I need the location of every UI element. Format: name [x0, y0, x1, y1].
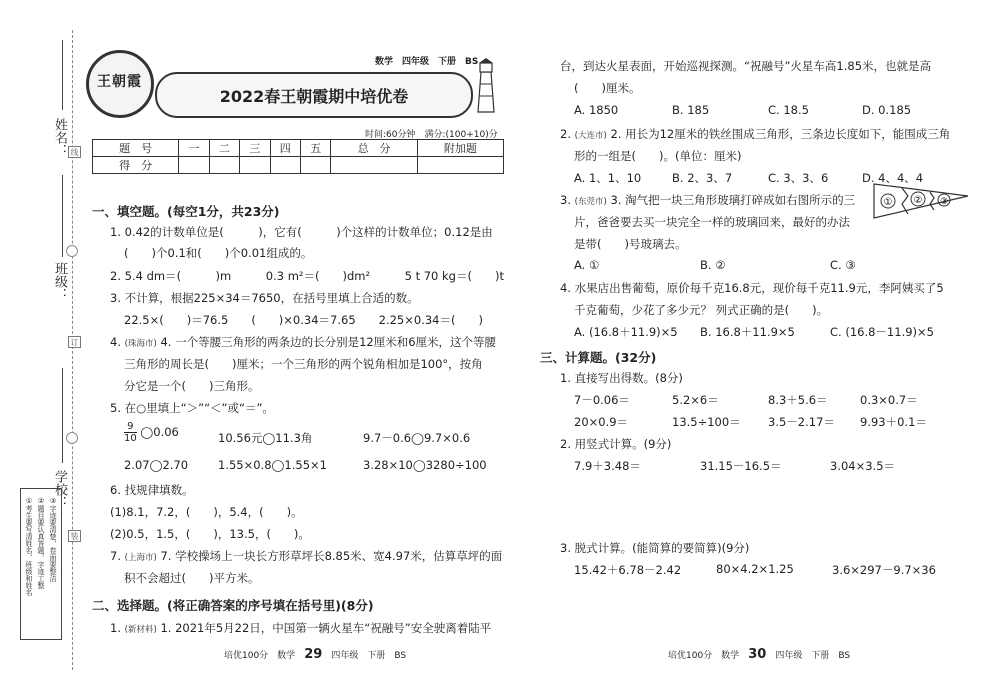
option-b: B. 2、3、7	[672, 171, 733, 185]
question-body: 1. 2021年5月22日，中国第一辆火星车“祝融号”安全驶离着陆平	[160, 621, 492, 635]
region-tag: (新材料)	[124, 625, 157, 635]
question-text: 形的一组是( )。(单位：厘米)	[574, 149, 742, 163]
option-a: A. 1、1、10	[574, 171, 642, 185]
punch-hole	[66, 432, 78, 444]
flag-label: ①	[883, 197, 893, 208]
question-text: 4. 水果店出售葡萄，原价每千克16.8元，现价每千克11.9元，李阿姨买了5	[560, 281, 944, 295]
lighthouse-icon	[472, 58, 500, 114]
option-c: C. 18.5	[768, 103, 809, 117]
score-input-cell[interactable]	[417, 157, 503, 174]
table-cell: 二	[209, 140, 239, 157]
calc-item: 0.3×0.7＝	[860, 393, 918, 407]
option-a: A. (16.8＋11.9)×5	[574, 325, 678, 339]
compare-item: 2.07◯2.70	[124, 458, 189, 472]
question-text: 千克葡萄，少花了多少元？ 列式正确的是( )。	[574, 303, 829, 317]
option-d: D. 4、4、4	[862, 171, 924, 185]
footer-text: 四年级 下册 BS	[775, 651, 851, 661]
page-number: 29	[304, 647, 323, 662]
cut-line	[72, 30, 73, 670]
table-cell: 题 号	[93, 140, 179, 157]
question-text: (1)8.1，7.2，( )，5.4，( )。	[110, 505, 303, 519]
question-text	[110, 548, 502, 564]
option-c: C. ③	[830, 258, 856, 272]
class-line	[62, 175, 63, 257]
cut-mark: 订	[70, 338, 79, 346]
exam-rules	[20, 488, 62, 640]
page-footer	[668, 647, 850, 662]
punch-hole	[66, 245, 78, 257]
rule-item: ①考生要写清姓名、班级和姓名	[25, 497, 33, 596]
calc-item: 31.15－16.5＝	[700, 459, 782, 473]
table-cell: 附加题	[417, 140, 503, 157]
table-cell: 五	[301, 140, 331, 157]
question-text: ( )个0.1和( )个0.01组成的。	[124, 246, 313, 260]
section-heading: 一、填空题。(每空1分，共23分)	[92, 204, 280, 219]
question-text: 6. 找规律填数。	[110, 483, 194, 497]
question-body: 4. 一个等腰三角形的两条边的长分别是12厘米和6厘米，这个等腰	[160, 335, 497, 349]
school-line	[62, 368, 63, 463]
score-input-cell[interactable]	[240, 157, 270, 174]
title-banner	[155, 72, 473, 118]
question-text: 是带( )号玻璃去。	[574, 237, 687, 251]
calc-item: 9.93＋0.1＝	[860, 415, 927, 429]
calc-item: 20×0.9＝	[574, 415, 629, 429]
table-row	[93, 140, 504, 157]
rule-item: ③字迹要清楚，卷面要整洁	[49, 497, 57, 582]
page-title: 2022春王朝霞期中培优卷	[219, 87, 409, 106]
question-text: 3. 不计算，根据225×34＝7650，在括号里填上合适的数。	[110, 291, 419, 305]
score-input-cell[interactable]	[331, 157, 417, 174]
question-text: 三角形的周长是( )厘米；一个三角形的两个锐角相加是100°，按角	[124, 357, 483, 371]
numerator: 9	[124, 421, 137, 433]
compare-item: 10.56元◯11.3角	[218, 431, 313, 445]
cut-mark: 线	[70, 148, 79, 156]
flag-label: ②	[913, 195, 923, 206]
option-a: A. 1850	[574, 103, 619, 117]
table-cell: 一	[179, 140, 209, 157]
calc-item: 80×4.2×1.25	[716, 562, 794, 576]
question-text: 分它是一个( )三角形。	[124, 379, 260, 393]
flag-label: ③	[939, 197, 949, 207]
compare-item: 1.55×0.8◯1.55×1	[218, 458, 327, 472]
question-text	[110, 334, 496, 350]
footer-text: 四年级 下册 BS	[331, 651, 407, 661]
option-b: B. ②	[700, 258, 726, 272]
question-text: 22.5×( )＝76.5 ( )×0.34＝7.65 2.25×0.34＝( )	[124, 313, 483, 327]
section-heading: 三、计算题。(32分)	[540, 350, 657, 365]
question-text: 片，爸爸要去买一块完全一样的玻璃回来，最好的办法	[574, 215, 850, 229]
school-label: 学校：	[52, 470, 67, 509]
page-number: 30	[748, 647, 767, 662]
option-a: A. ①	[574, 258, 600, 272]
question-number-prefix: 7.	[110, 549, 121, 563]
question-text: 5. 在○里填上“＞”“＜”或“＝”。	[110, 401, 274, 415]
region-tag: (大连市)	[574, 131, 607, 141]
option-b: B. 185	[672, 103, 710, 117]
rule-item: ②题目要认真答题，字迹工整	[37, 497, 45, 589]
question-text: 2. 用竖式计算。(9分)	[560, 437, 672, 451]
question-text: 2. 5.4 dm＝( )m 0.3 m²＝( )dm² 5 t 70 kg＝( )t	[110, 269, 504, 283]
table-cell: 得 分	[93, 157, 179, 174]
option-b: B. 16.8＋11.9×5	[700, 325, 795, 339]
question-text: ( )厘米。	[574, 81, 641, 95]
calc-item: 7－0.06＝	[574, 393, 630, 407]
score-input-cell[interactable]	[179, 157, 209, 174]
score-input-cell[interactable]	[209, 157, 239, 174]
footer-text: 培优100分 数学	[224, 651, 296, 661]
name-label: 姓名：	[52, 118, 67, 157]
score-input-cell[interactable]	[270, 157, 300, 174]
class-label: 班级：	[52, 262, 67, 301]
question-text	[560, 192, 855, 208]
question-text: 积不会超过( )平方米。	[124, 571, 260, 585]
table-cell: 四	[270, 140, 300, 157]
compare-item: 3.28×10◯3280÷100	[363, 458, 487, 472]
question-body: 3. 淘气把一块三角形玻璃打碎成如右图所示的三	[610, 193, 856, 207]
table-cell: 三	[240, 140, 270, 157]
question-number-prefix: 4.	[110, 335, 121, 349]
question-text: 1. 直接写出得数。(8分)	[560, 371, 683, 385]
option-c: C. 3、3、6	[768, 171, 829, 185]
question-text: (2)0.5，1.5，( )，13.5，( )。	[110, 527, 310, 541]
footer-text: 培优100分 数学	[668, 651, 740, 661]
option-c: C. (16.8－11.9)×5	[830, 325, 934, 339]
time-info: 时间:60分钟 满分:(100+10)分	[365, 130, 498, 140]
region-tag: (珠海市)	[124, 339, 157, 349]
question-body: 7. 学校操场上一块长方形草坪长8.85米、宽4.97米，估算草坪的面	[160, 549, 503, 563]
page-footer	[224, 647, 406, 662]
question-body: 2. 用长为12厘米的铁丝围成三角形，三条边长度如下，能围成三角	[610, 127, 951, 141]
calc-item: 3.5－2.17＝	[768, 415, 835, 429]
question-text: 1. 0.42的计数单位是( )，它有( )个这样的计数单位；0.12是由	[110, 225, 493, 239]
calc-item: 3.04×3.5＝	[830, 459, 896, 473]
question-text: 3. 脱式计算。(能简算的要简算)(9分)	[560, 541, 750, 555]
option-d: D. 0.185	[862, 103, 912, 117]
score-input-cell[interactable]	[301, 157, 331, 174]
question-number-prefix: 1.	[110, 621, 121, 635]
calc-item: 3.6×297－9.7×36	[832, 563, 936, 577]
denominator: 10	[124, 433, 137, 444]
question-number-prefix: 2.	[560, 127, 571, 141]
compare-item	[124, 421, 179, 444]
broken-glass-figure	[872, 182, 970, 220]
question-text: 台，到达火星表面，开始巡视探测。“祝融号”火星车高1.85米，也就是高	[560, 59, 932, 73]
section-heading: 二、选择题。(将正确答案的序号填在括号里)(8分)	[92, 598, 374, 613]
calc-item: 5.2×6＝	[672, 393, 719, 407]
calc-item: 13.5÷100＝	[672, 415, 741, 429]
question-number-prefix: 3.	[560, 193, 571, 207]
compare-text: ◯0.06	[140, 425, 179, 439]
fraction	[124, 421, 137, 444]
region-tag: (东莞市)	[574, 197, 607, 207]
calc-item: 7.9＋3.48＝	[574, 459, 641, 473]
name-line	[62, 40, 63, 110]
subject-tags: 数学 四年级 下册 BS	[375, 57, 479, 67]
question-text	[560, 126, 950, 142]
score-table	[92, 139, 504, 174]
question-text	[110, 620, 491, 636]
region-tag: (上海市)	[124, 553, 157, 563]
table-cell: 总 分	[331, 140, 417, 157]
table-row	[93, 157, 504, 174]
calc-item: 8.3＋5.6＝	[768, 393, 828, 407]
cut-mark: 装	[70, 532, 79, 540]
logo-text: 王朝霞	[97, 74, 142, 90]
compare-item: 9.7－0.6◯9.7×0.6	[363, 431, 471, 445]
calc-item: 15.42＋6.78－2.42	[574, 563, 682, 577]
binding-margin	[0, 0, 82, 694]
brand-logo	[86, 50, 154, 118]
